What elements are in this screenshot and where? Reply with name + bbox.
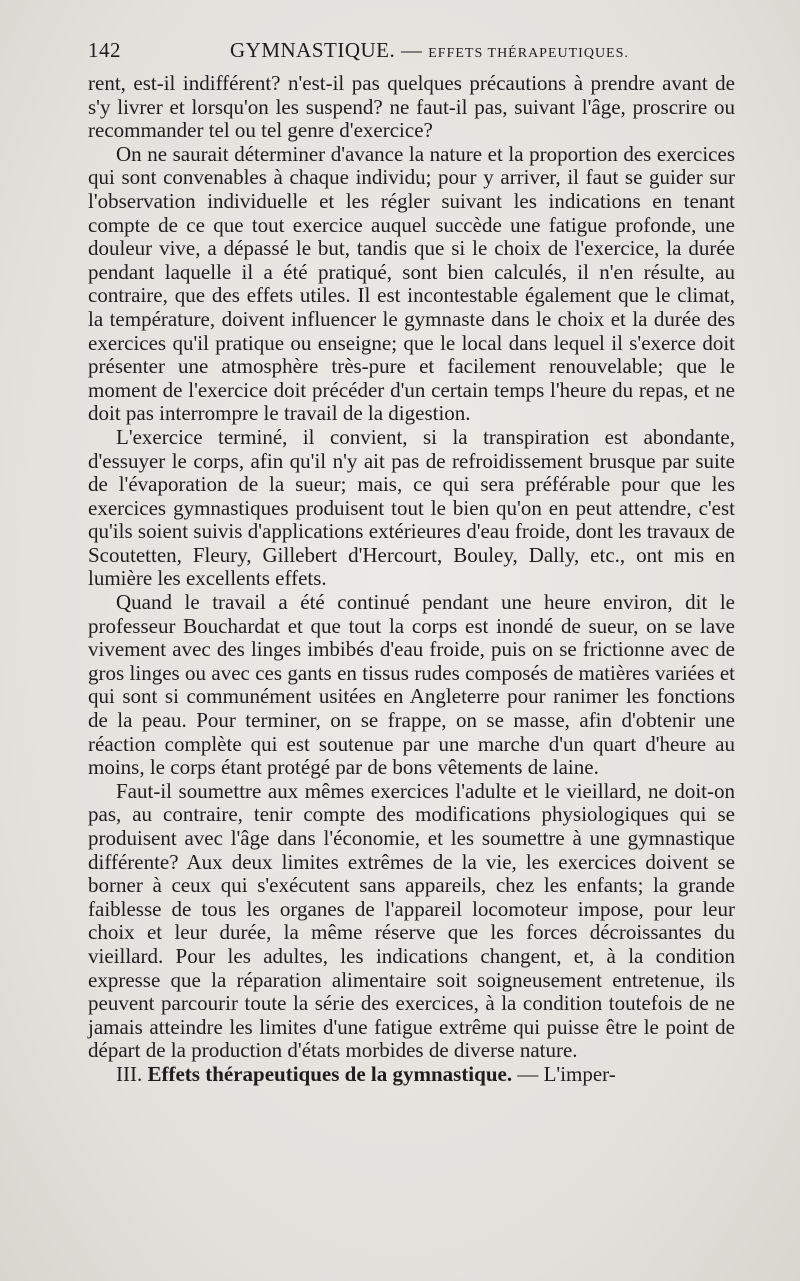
running-head-subtitle: EFFETS THÉRAPEUTIQUES.	[428, 46, 629, 61]
section-dash: —	[512, 1061, 544, 1086]
running-head	[230, 38, 629, 63]
paragraph: On ne saurait déterminer d'avance la nature et la proportion des exercices qui sont convenables à chaque individu; pour y arriver, il faut se guider sur l'observation individuelle et les régler suivant les indications en tenant compte de ce que tout exercice auquel succède une fatigue profonde, une douleur vive, a dépassé le but, tandis que si le choix de l'exercice, la durée pendant laquelle il a été pratiqué, sont bien calculés, il n'en résulte, au contraire, que des effets utiles. Il est incontestable également que le climat, la température, doivent influencer le gymnaste dans le choix et la durée des exercices qu'il pratique ou enseigne; que le local dans lequel il s'exerce doit présenter une atmosphère très-pure et facilement renouvelable; que le moment de l'exercice doit précéder d'un certain temps l'heure du repas, et ne doit pas interrompre le travail de la digestion.	[88, 141, 735, 426]
running-head-title: GYMNASTIQUE.	[230, 38, 396, 62]
section-title: Effets thérapeutiques de la gymnastique.	[147, 1061, 513, 1086]
page-header	[88, 38, 736, 68]
body-text	[88, 72, 735, 1087]
paragraph-continuation: rent, est-il indifférent? n'est-il pas quelques précautions à prendre avant de s'y livrer et lorsqu'on les suspend? ne faut-il pas, suivant l'âge, proscrire ou recommander tel ou tel genre d'exercice?	[88, 71, 735, 143]
section-number: III.	[116, 1061, 143, 1086]
page-number: 142	[88, 38, 121, 62]
section-continuation: L'imper-	[543, 1061, 616, 1086]
running-head-dash: —	[395, 38, 429, 62]
paragraph: Quand le travail a été continué pendant une heure environ, dit le professeur Bouchardat et que tout la corps est inondé de sueur, on se lave vivement avec des linges imbibés d'eau froide, puis on se frictionne avec de gros linges ou avec ces gants en tissus rudes composés de matières variées et qui sont si communément usitées en Angleterre pour ranimer les fonctions de la peau. Pour terminer, on se frappe, on se masse, afin d'obtenir une réaction complète qui est soutenue par une marche d'un quart d'heure au moins, le corps étant protégé par de bons vêtements de laine.	[88, 590, 735, 780]
paragraph: L'exercice terminé, il convient, si la transpiration est abondante, d'essuyer le corps, afin qu'il n'y ait pas de refroidissement brusque par suite de l'évaporation de la sueur; mais, ce qui sera préférable pour que les exercices gymnastiques produisent tout le bien qu'on en peut attendre, c'est qu'ils soient suivis d'applications extérieures d'eau froide, dont les travaux de Scoutetten, Fleury, Gillebert d'Hercourt, Bouley, Dally, etc., ont mis en lumière les excellents effets.	[88, 424, 735, 591]
section-heading	[88, 1063, 735, 1087]
paragraph: Faut-il soumettre aux mêmes exercices l'adulte et le vieillard, ne doit-on pas, au contraire, tenir compte des modifications physiologiques qui se produisent avec l'âge dans l'économie, et les soumettre à une gymnastique différente? Aux deux limites extrêmes de la vie, les exercices doivent se borner à ceux qui s'exécutent sans appareils, chez les enfants; la grande faiblesse de tous les organes de l'appareil locomoteur impose, pour leur choix et leur durée, la même réserve que les forces décroissantes du vieillard. Pour les adultes, les indications changent, et, à la condition expresse que la réparation alimentaire soit soigneusement entretenue, ils peuvent parcourir toute la série des exercices, à la condition toutefois de ne jamais atteindre les limites d'une fatigue extrême qui puisse être le point de départ de la production d'états morbides de diverse nature.	[88, 778, 735, 1063]
